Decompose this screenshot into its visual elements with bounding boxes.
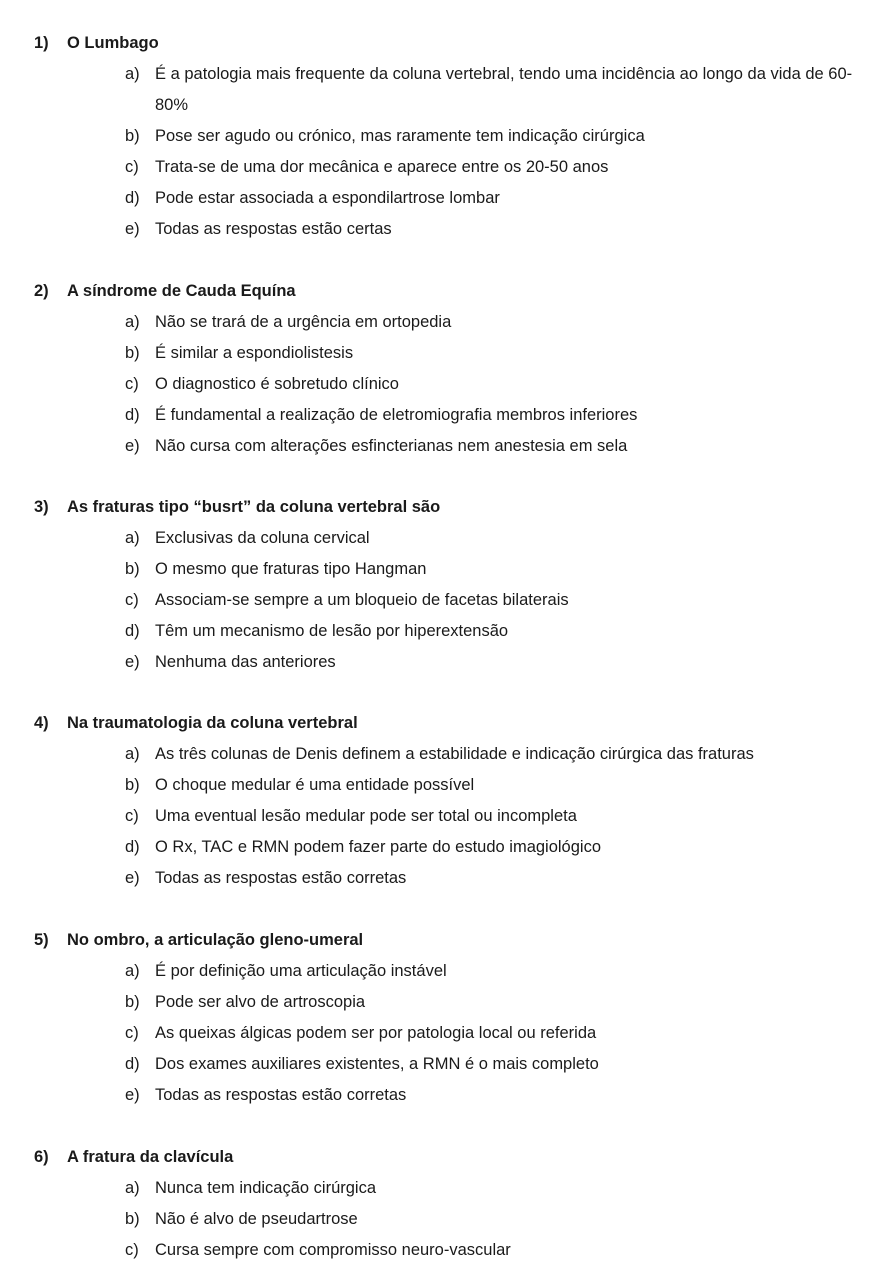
option-b[interactable] bbox=[0, 338, 889, 369]
option-text: As queixas álgicas podem ser por patologia local ou referida bbox=[155, 1024, 597, 1042]
option-letter: d) bbox=[125, 622, 140, 640]
option-text: Todas as respostas estão corretas bbox=[155, 1086, 407, 1104]
option-b[interactable] bbox=[0, 770, 889, 801]
question-text: A síndrome de Cauda Equína bbox=[67, 282, 296, 300]
question-title bbox=[0, 276, 889, 307]
option-letter: a) bbox=[125, 1179, 140, 1197]
option-text: Não cursa com alterações esfincterianas nem anestesia em sela bbox=[155, 437, 628, 455]
option-letter: b) bbox=[125, 560, 140, 578]
option-d[interactable] bbox=[0, 616, 889, 647]
option-letter: c) bbox=[125, 158, 139, 176]
option-letter: e) bbox=[125, 653, 140, 671]
question-title bbox=[0, 28, 889, 59]
option-e[interactable] bbox=[0, 1080, 889, 1111]
option-letter: a) bbox=[125, 962, 140, 980]
option-a[interactable] bbox=[0, 956, 889, 987]
option-text: Pose ser agudo ou crónico, mas raramente tem indicação cirúrgica bbox=[155, 127, 645, 145]
option-text: Pode estar associada a espondilartrose lombar bbox=[155, 189, 500, 207]
option-text: Não se trará de a urgência em ortopedia bbox=[155, 313, 452, 331]
question-text: As fraturas tipo “busrt” da coluna vertebral são bbox=[67, 498, 441, 516]
option-text: Pode ser alvo de artroscopia bbox=[155, 993, 366, 1011]
question-number: 3) bbox=[34, 498, 49, 516]
option-letter: e) bbox=[125, 1086, 140, 1104]
option-a[interactable] bbox=[0, 307, 889, 338]
option-text: Nunca tem indicação cirúrgica bbox=[155, 1179, 377, 1197]
option-a[interactable] bbox=[0, 1173, 889, 1204]
question-number: 5) bbox=[34, 931, 49, 949]
option-letter: d) bbox=[125, 1055, 140, 1073]
option-letter: b) bbox=[125, 776, 140, 794]
option-d[interactable] bbox=[0, 832, 889, 863]
option-text: O diagnostico é sobretudo clínico bbox=[155, 375, 399, 393]
option-letter: a) bbox=[125, 313, 140, 331]
option-e[interactable] bbox=[0, 214, 889, 245]
question-5 bbox=[0, 925, 889, 1111]
option-text: Dos exames auxiliares existentes, a RMN é o mais completo bbox=[155, 1055, 599, 1073]
option-text: Não é alvo de pseudartrose bbox=[155, 1210, 358, 1228]
option-letter: c) bbox=[125, 1241, 139, 1259]
option-text: Associam-se sempre a um bloqueio de facetas bilaterais bbox=[155, 591, 569, 609]
option-letter: b) bbox=[125, 344, 140, 362]
option-b[interactable] bbox=[0, 554, 889, 585]
option-d[interactable] bbox=[0, 1049, 889, 1080]
option-c[interactable] bbox=[0, 152, 889, 183]
option-e[interactable] bbox=[0, 647, 889, 678]
option-text: As três colunas de Denis definem a estabilidade e indicação cirúrgica das fraturas bbox=[155, 745, 754, 763]
option-text: Cursa sempre com compromisso neuro-vascular bbox=[155, 1241, 511, 1259]
option-a[interactable] bbox=[0, 59, 889, 121]
option-letter: a) bbox=[125, 65, 140, 83]
question-title bbox=[0, 492, 889, 523]
question-1 bbox=[0, 28, 889, 245]
question-4 bbox=[0, 708, 889, 894]
option-c[interactable] bbox=[0, 1018, 889, 1049]
question-3 bbox=[0, 492, 889, 678]
option-letter: c) bbox=[125, 375, 139, 393]
option-text: Têm um mecanismo de lesão por hiperextensão bbox=[155, 622, 509, 640]
option-text: Trata-se de uma dor mecânica e aparece entre os 20-50 anos bbox=[155, 158, 609, 176]
question-text: No ombro, a articulação gleno-umeral bbox=[67, 931, 364, 949]
option-letter: b) bbox=[125, 1210, 140, 1228]
option-letter: b) bbox=[125, 127, 140, 145]
question-number: 1) bbox=[34, 34, 49, 52]
option-letter: e) bbox=[125, 220, 140, 238]
option-b[interactable] bbox=[0, 121, 889, 152]
option-letter: a) bbox=[125, 745, 140, 763]
option-letter: c) bbox=[125, 591, 139, 609]
option-e[interactable] bbox=[0, 431, 889, 462]
question-2 bbox=[0, 276, 889, 462]
option-c[interactable] bbox=[0, 801, 889, 832]
question-title bbox=[0, 925, 889, 956]
option-text: É similar a espondiolistesis bbox=[155, 344, 354, 362]
option-c[interactable] bbox=[0, 369, 889, 400]
option-letter: b) bbox=[125, 993, 140, 1011]
option-e[interactable] bbox=[0, 863, 889, 894]
option-text: É a patologia mais frequente da coluna vertebral, tendo uma incidência ao longo da vida de 60-80% bbox=[155, 65, 853, 114]
question-title bbox=[0, 708, 889, 739]
option-letter: e) bbox=[125, 437, 140, 455]
option-a[interactable] bbox=[0, 523, 889, 554]
option-letter: d) bbox=[125, 189, 140, 207]
option-text: É por definição uma articulação instável bbox=[155, 962, 447, 980]
option-letter: e) bbox=[125, 869, 140, 887]
option-b[interactable] bbox=[0, 1204, 889, 1235]
option-b[interactable] bbox=[0, 987, 889, 1018]
question-number: 4) bbox=[34, 714, 49, 732]
option-d[interactable] bbox=[0, 183, 889, 214]
option-text: É fundamental a realização de eletromiografia membros inferiores bbox=[155, 406, 638, 424]
option-text: O mesmo que fraturas tipo Hangman bbox=[155, 560, 427, 578]
option-c[interactable] bbox=[0, 1235, 889, 1266]
option-text: Todas as respostas estão corretas bbox=[155, 869, 407, 887]
option-text: Nenhuma das anteriores bbox=[155, 653, 336, 671]
option-text: O choque medular é uma entidade possível bbox=[155, 776, 475, 794]
option-letter: d) bbox=[125, 838, 140, 856]
question-text: O Lumbago bbox=[67, 34, 159, 52]
option-letter: d) bbox=[125, 406, 140, 424]
option-text: Exclusivas da coluna cervical bbox=[155, 529, 370, 547]
question-title bbox=[0, 1142, 889, 1173]
option-d[interactable] bbox=[0, 400, 889, 431]
option-c[interactable] bbox=[0, 585, 889, 616]
option-letter: c) bbox=[125, 1024, 139, 1042]
question-text: A fratura da clavícula bbox=[67, 1148, 234, 1166]
question-text: Na traumatologia da coluna vertebral bbox=[67, 714, 358, 732]
option-letter: a) bbox=[125, 529, 140, 547]
option-text: Uma eventual lesão medular pode ser total ou incompleta bbox=[155, 807, 577, 825]
option-letter: c) bbox=[125, 807, 139, 825]
option-text: O Rx, TAC e RMN podem fazer parte do estudo imagiológico bbox=[155, 838, 602, 856]
option-text: Todas as respostas estão certas bbox=[155, 220, 392, 238]
question-6 bbox=[0, 1142, 889, 1266]
option-a[interactable] bbox=[0, 739, 889, 770]
question-number: 2) bbox=[34, 282, 49, 300]
question-number: 6) bbox=[34, 1148, 49, 1166]
